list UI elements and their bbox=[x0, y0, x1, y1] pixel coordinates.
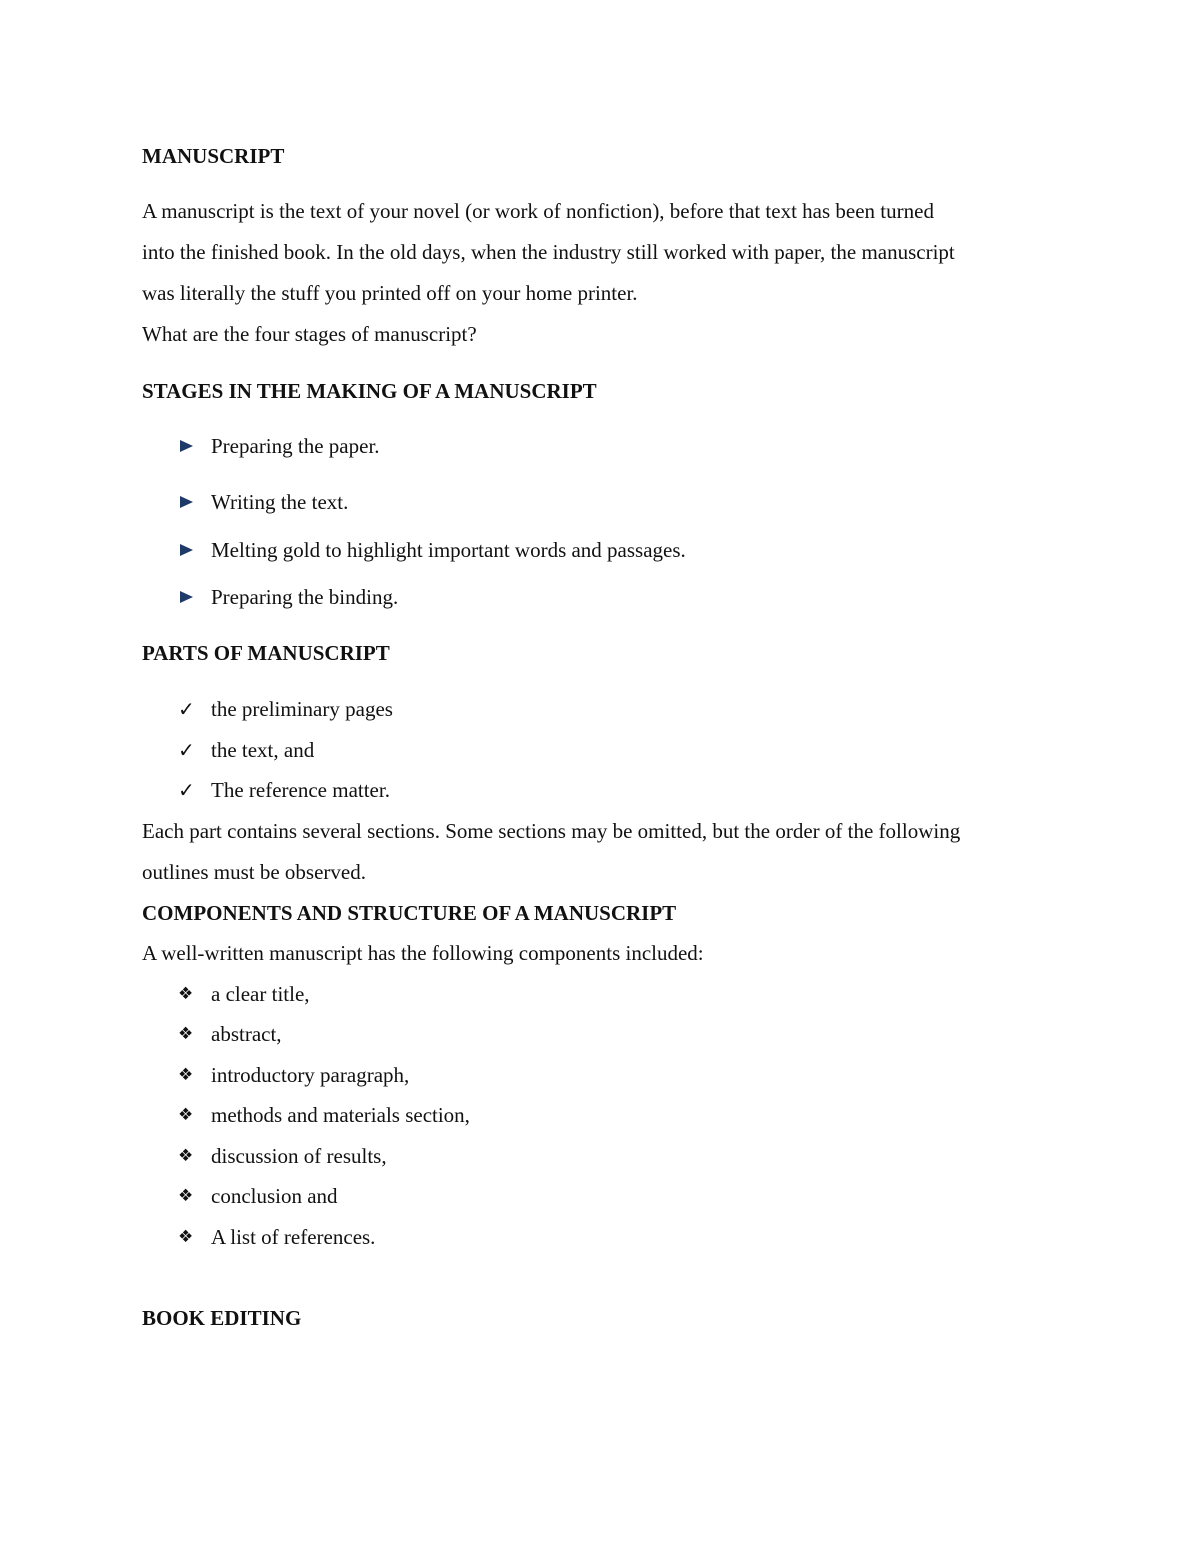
stages-heading: STAGES IN THE MAKING OF A MANUSCRIPT bbox=[142, 379, 597, 403]
triangle-arrow-icon bbox=[180, 496, 193, 508]
four-diamond-icon: ❖ bbox=[178, 1105, 194, 1125]
component-item bbox=[176, 1061, 409, 1089]
triangle-arrow-icon bbox=[180, 544, 193, 556]
book-editing-heading: BOOK EDITING bbox=[142, 1306, 302, 1330]
stage-item bbox=[176, 488, 348, 516]
stage-item bbox=[176, 432, 380, 460]
stage-label: Preparing the binding. bbox=[211, 585, 399, 609]
triangle-arrow-icon bbox=[180, 591, 193, 603]
component-label: introductory paragraph, bbox=[211, 1063, 410, 1087]
component-item bbox=[176, 1101, 470, 1129]
triangle-arrow-icon bbox=[180, 440, 193, 452]
component-label: methods and materials section, bbox=[211, 1103, 470, 1127]
component-item bbox=[176, 1020, 282, 1048]
parts-note-line: Each part contains several sections. Some sections may be omitted, but the order of the following bbox=[142, 819, 961, 843]
checkmark-icon: ✓ bbox=[178, 738, 195, 762]
part-label: the text, and bbox=[211, 738, 315, 762]
components-intro: A well-written manuscript has the following components included: bbox=[142, 941, 704, 965]
document-title: MANUSCRIPT bbox=[142, 144, 285, 168]
four-diamond-icon: ❖ bbox=[178, 984, 194, 1004]
four-diamond-icon: ❖ bbox=[178, 1227, 194, 1247]
part-label: the preliminary pages bbox=[211, 697, 393, 721]
intro-question: What are the four stages of manuscript? bbox=[142, 322, 477, 346]
four-diamond-icon: ❖ bbox=[178, 1186, 194, 1206]
component-item bbox=[176, 1182, 338, 1210]
stage-item bbox=[176, 536, 686, 564]
part-label: The reference matter. bbox=[211, 778, 390, 802]
component-label: abstract, bbox=[211, 1022, 282, 1046]
four-diamond-icon: ❖ bbox=[178, 1146, 194, 1166]
component-item bbox=[176, 1142, 387, 1170]
parts-note-line: outlines must be observed. bbox=[142, 860, 366, 884]
components-heading: COMPONENTS AND STRUCTURE OF A MANUSCRIPT bbox=[142, 901, 677, 925]
checkmark-icon: ✓ bbox=[178, 697, 195, 721]
four-diamond-icon: ❖ bbox=[178, 1065, 194, 1085]
stage-label: Preparing the paper. bbox=[211, 434, 380, 458]
stage-item bbox=[176, 583, 398, 611]
part-item bbox=[176, 695, 393, 723]
four-diamond-icon: ❖ bbox=[178, 1024, 194, 1044]
component-label: a clear title, bbox=[211, 982, 310, 1006]
intro-line: into the finished book. In the old days, when the industry still worked with paper, the manuscript bbox=[142, 240, 955, 264]
part-item bbox=[176, 776, 390, 804]
stage-label: Writing the text. bbox=[211, 490, 349, 514]
checkmark-icon: ✓ bbox=[178, 778, 195, 802]
component-label: A list of references. bbox=[211, 1225, 376, 1249]
component-label: discussion of results, bbox=[211, 1144, 387, 1168]
part-item bbox=[176, 736, 314, 764]
stage-label: Melting gold to highlight important words and passages. bbox=[211, 538, 686, 562]
component-label: conclusion and bbox=[211, 1184, 338, 1208]
intro-line: A manuscript is the text of your novel (or work of nonfiction), before that text has been turned bbox=[142, 199, 934, 223]
component-item bbox=[176, 980, 310, 1008]
component-item bbox=[176, 1223, 375, 1251]
intro-line: was literally the stuff you printed off on your home printer. bbox=[142, 281, 638, 305]
parts-heading: PARTS OF MANUSCRIPT bbox=[142, 641, 390, 665]
